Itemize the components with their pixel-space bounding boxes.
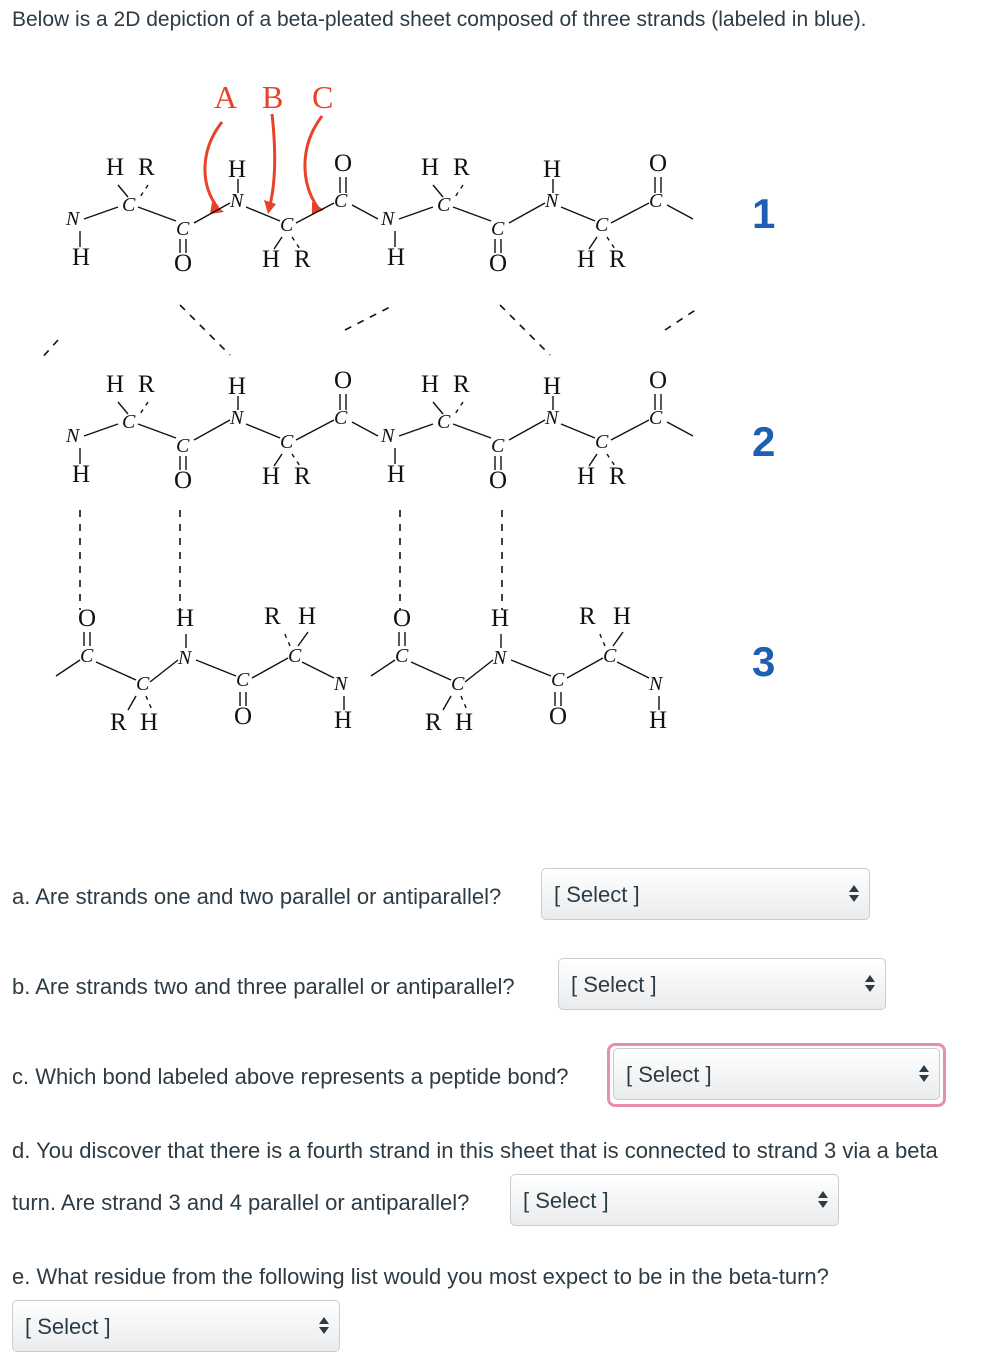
atom-c: C <box>236 669 250 691</box>
bond-line <box>84 207 118 219</box>
bond-line <box>399 207 433 219</box>
atom-r: R <box>453 154 470 181</box>
atom-o: O <box>393 605 412 632</box>
atom-o: O <box>78 605 97 632</box>
select-arrows-icon <box>919 1063 929 1085</box>
question-d-text-line1: d. You discover that there is a fourth strand in this sheet that is connected to strand 3 via a beta <box>12 1138 938 1163</box>
bond-line <box>613 632 623 646</box>
bond-line <box>371 660 395 676</box>
atom-r: R <box>425 709 442 736</box>
bond-line <box>196 660 236 676</box>
atom-c: C <box>122 194 136 216</box>
atom-h: H <box>387 461 406 488</box>
atom-n: N <box>230 407 244 429</box>
bond-line <box>298 632 308 646</box>
hydrogen-bond <box>180 305 230 355</box>
select-arrows-icon <box>849 883 859 905</box>
question-c-select[interactable] <box>613 1048 940 1100</box>
beta-sheet-diagram <box>0 70 1006 770</box>
hydrogen-bond <box>40 340 58 360</box>
bond-line <box>128 696 136 710</box>
question-e-select-value: [ Select ] <box>25 1314 111 1339</box>
atom-h: H <box>262 463 281 490</box>
atom-o: O <box>489 250 508 277</box>
bond-line <box>140 402 148 414</box>
bond-line <box>443 696 451 710</box>
atom-h: H <box>106 154 125 181</box>
atom-o: O <box>549 703 568 730</box>
strand-label-3: 3 <box>752 638 776 685</box>
atom-c: C <box>451 673 465 695</box>
bond-line <box>465 660 493 682</box>
atom-c: C <box>280 431 294 453</box>
bond-line <box>667 422 693 436</box>
atom-o: O <box>234 703 253 730</box>
question-a-text: a. Are strands one and two parallel or antiparallel? <box>12 884 502 909</box>
atom-r: R <box>138 371 155 398</box>
atom-n: N <box>230 190 244 212</box>
question-e-text: e. What residue from the following list would you most expect to be in the beta-turn? <box>12 1264 829 1289</box>
question-d-select[interactable] <box>510 1174 839 1226</box>
atom-n: N <box>545 407 559 429</box>
arrow-a <box>205 122 222 208</box>
atom-o: O <box>174 467 193 494</box>
bond-line <box>509 420 545 440</box>
atom-c: C <box>334 407 348 429</box>
hydrogen-bond <box>345 307 390 330</box>
atom-o: O <box>649 150 668 177</box>
atom-h: H <box>577 463 596 490</box>
atom-o: O <box>334 150 353 177</box>
atom-h: H <box>72 461 91 488</box>
question-c-select-value: [ Select ] <box>626 1062 712 1087</box>
bond-line <box>56 660 80 676</box>
atom-h: H <box>228 373 247 400</box>
select-arrows-icon <box>818 1189 828 1211</box>
question-e-select[interactable] <box>12 1300 340 1352</box>
question-b-text: b. Are strands two and three parallel or antiparallel? <box>12 974 515 999</box>
select-arrows-icon <box>865 973 875 995</box>
bond-line <box>455 402 463 414</box>
hydrogen-bond <box>665 307 700 330</box>
bond-line <box>399 424 433 436</box>
atom-h: H <box>262 246 281 273</box>
atom-o: O <box>489 467 508 494</box>
atom-n: N <box>381 425 395 447</box>
atom-o: O <box>649 367 668 394</box>
atom-r: R <box>294 463 311 490</box>
bond-line <box>411 662 451 680</box>
atom-c: C <box>280 214 294 236</box>
atom-n: N <box>334 673 348 695</box>
atom-r: R <box>138 154 155 181</box>
bond-label-c: C <box>312 79 334 115</box>
atom-n: N <box>545 190 559 212</box>
atom-h: H <box>72 244 91 271</box>
bond-line <box>611 420 649 440</box>
atom-r: R <box>579 603 596 630</box>
bond-line <box>509 203 545 223</box>
atom-c: C <box>395 645 409 667</box>
atom-h: H <box>106 371 125 398</box>
atom-n: N <box>66 425 80 447</box>
bond-line <box>352 422 378 436</box>
bond-line <box>599 632 605 646</box>
bond-line <box>453 207 491 221</box>
atom-n: N <box>66 208 80 230</box>
bond-line <box>567 658 603 678</box>
atom-r: R <box>609 246 626 273</box>
atom-c: C <box>80 645 94 667</box>
atom-h: H <box>421 371 440 398</box>
atom-c: C <box>595 431 609 453</box>
question-c-text: c. Which bond labeled above represents a peptide bond? <box>12 1064 569 1089</box>
atom-h: H <box>455 709 474 736</box>
bond-line <box>617 662 649 678</box>
atom-r: R <box>609 463 626 490</box>
atom-h: H <box>613 603 632 630</box>
atom-c: C <box>437 411 451 433</box>
atom-h: H <box>543 373 562 400</box>
atom-n: N <box>178 647 192 669</box>
bond-line <box>138 424 176 438</box>
hydrogen-bond <box>500 305 550 355</box>
atom-c: C <box>334 190 348 212</box>
bond-line <box>252 658 288 678</box>
bond-line <box>194 420 230 440</box>
bond-line <box>284 632 290 646</box>
bond-line <box>296 420 334 440</box>
question-d-select-value: [ Select ] <box>523 1188 609 1213</box>
atom-h: H <box>334 707 353 734</box>
atom-h: H <box>140 709 159 736</box>
atom-c: C <box>649 190 663 212</box>
arrow-b-head <box>264 200 276 214</box>
question-b-select-value: [ Select ] <box>571 972 657 997</box>
atom-h: H <box>176 605 195 632</box>
atom-h: H <box>543 156 562 183</box>
atom-c: C <box>437 194 451 216</box>
arrow-b <box>270 114 275 205</box>
atom-r: R <box>264 603 281 630</box>
question-a-select-value: [ Select ] <box>554 882 640 907</box>
atom-c: C <box>491 218 505 240</box>
atom-c: C <box>176 435 190 457</box>
question-d-text-line2: turn. Are strand 3 and 4 parallel or antiparallel? <box>12 1190 470 1215</box>
bond-line <box>96 662 136 680</box>
bond-line <box>461 696 467 710</box>
bond-line <box>561 207 595 221</box>
select-arrows-icon <box>319 1315 329 1337</box>
atom-c: C <box>288 645 302 667</box>
bond-line <box>352 205 378 219</box>
atom-r: R <box>294 246 311 273</box>
atom-o: O <box>174 250 193 277</box>
atom-h: H <box>491 605 510 632</box>
atom-c: C <box>491 435 505 457</box>
bond-label-a: A <box>214 79 238 115</box>
atom-c: C <box>595 214 609 236</box>
bond-line <box>138 207 176 221</box>
strand-label-2: 2 <box>752 418 776 465</box>
bond-line <box>302 662 334 678</box>
atom-r: R <box>110 709 127 736</box>
bond-line <box>561 424 595 438</box>
atom-h: H <box>298 603 317 630</box>
atom-h: H <box>387 244 406 271</box>
atom-h: H <box>421 154 440 181</box>
bond-line <box>84 424 118 436</box>
strand-label-1: 1 <box>752 190 776 237</box>
atom-h: H <box>228 156 247 183</box>
bond-line <box>146 696 152 710</box>
bond-label-b: B <box>262 79 284 115</box>
atom-c: C <box>136 673 150 695</box>
bond-line <box>140 185 148 197</box>
atom-c: C <box>649 407 663 429</box>
atom-n: N <box>493 647 507 669</box>
bond-line <box>246 207 280 221</box>
atom-o: O <box>334 367 353 394</box>
atom-c: C <box>551 669 565 691</box>
atom-n: N <box>649 673 663 695</box>
intro-text: Below is a 2D depiction of a beta-pleated sheet composed of three strands (labeled in blue). <box>12 8 867 31</box>
atom-h: H <box>577 246 596 273</box>
question-a-select[interactable] <box>541 868 870 920</box>
atom-c: C <box>176 218 190 240</box>
bond-line <box>453 424 491 438</box>
bond-line <box>611 203 649 223</box>
bond-line <box>667 205 693 219</box>
bond-line <box>455 185 463 197</box>
atom-h: H <box>649 707 668 734</box>
question-b-select[interactable] <box>558 958 886 1010</box>
bond-line <box>246 424 280 438</box>
atom-c: C <box>603 645 617 667</box>
bond-line <box>150 660 178 682</box>
atom-c: C <box>122 411 136 433</box>
arrow-c <box>305 116 322 208</box>
atom-r: R <box>453 371 470 398</box>
atom-n: N <box>381 208 395 230</box>
bond-line <box>511 660 551 676</box>
